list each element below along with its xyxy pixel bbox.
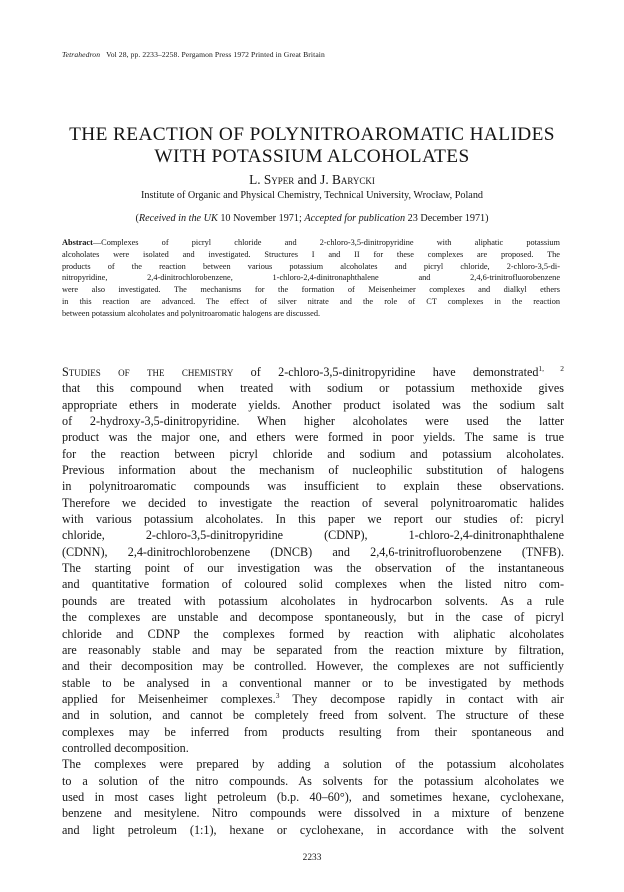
accepted-date: 23 December 1971) — [405, 213, 489, 224]
abstract-line: were also investigated. The mechanisms for the formation of Meisenheimer complexes and dialkyl ethers — [62, 285, 560, 294]
body-line: and light petroleum (1:1), hexane or cyclohexane, in accordance with the solvent — [62, 822, 564, 837]
body-line: to a solution of the nitro compounds. As solvents for the potassium alcoholates we — [62, 773, 564, 788]
reference-superscript: 3 — [275, 690, 280, 700]
author-2-surname: Barycki — [331, 172, 375, 187]
body-line: benzene and mesitylene. Nitro compounds were dissolved in a mixture of benzene — [62, 806, 564, 821]
abstract-line: alcoholates were isolated and investigated. Structures I and II for these complexes are proposed. The — [62, 249, 560, 259]
reference-superscript: 1, 2 — [538, 364, 564, 373]
author-joiner: and J. — [294, 172, 332, 187]
body-line: pounds are treated with potassium alcoholates in hydrocarbon solvents. As a rule — [62, 593, 564, 608]
abstract-line: between potassium alcoholates and polynitroaromatic halogens are discussed. — [62, 308, 321, 318]
body-line: in polynitroaromatic compounds was insufficient to explain these observations. — [62, 479, 564, 494]
body-line: The starting point of our investigation was the observation of the instantaneous — [62, 561, 564, 576]
running-head — [62, 50, 325, 59]
received-date: 10 November 1971; — [217, 213, 305, 224]
abstract-line: products of the reaction between various potassium alcoholates and picryl chloride, 2-chloro-3,5-di- — [62, 261, 560, 271]
body-line: that this compound when treated with sodium or potassium methoxide gives — [62, 381, 564, 396]
lead-smallcaps: Studies of the chemistry — [62, 365, 234, 379]
abstract-line: Abstract—Complexes of picryl chloride and 2-chloro-3,5-dinitropyridine with aliphatic potassium — [62, 238, 560, 247]
body-line: and quantitative formation of coloured solid complexes when the listed nitro com- — [62, 577, 564, 592]
body-line: appropriate ethers in moderate yields. Another product isolated was the sodium salt — [62, 397, 564, 412]
body-line: The complexes were prepared by adding a solution of the potassium alcoholates — [62, 757, 564, 772]
received-dates — [40, 213, 584, 224]
abstract-line: nitropyridine, 2,4-dinitrochlorobenzene, 1-chloro-2,4-dinitronaphthalene and 2,4,6-trinitrofluorobenzene — [62, 273, 560, 283]
body-line: chloride, 2-chloro-3,5-dinitropyridine (CDNP), 1-chloro-2,4-dinitronaphthalene — [62, 528, 564, 543]
body-line: for the reaction between picryl chloride and sodium and potassium alcoholates. — [62, 446, 564, 461]
article-title — [40, 124, 584, 168]
body-line: the complexes are unstable and decompose spontaneously, but in the case of picryl — [62, 610, 564, 625]
body-line: chloride and CDNP the complexes formed by reaction with aliphatic alcoholates — [62, 626, 564, 641]
abstract-label: Abstract — [62, 238, 93, 247]
abstract-line: in this reaction are advanced. The effect of silver nitrate and the role of CT complexes in the reaction — [62, 296, 560, 306]
title-line-2: WITH POTASSIUM ALCOHOLATES — [154, 146, 470, 167]
body-line: product was the major one, and ethers were formed in poor yields. The same is true — [62, 430, 564, 445]
author-1-surname: Syper — [263, 172, 295, 187]
abstract — [62, 237, 560, 319]
page-number: 2233 — [302, 853, 322, 863]
body-line: and their decomposition may be controlled. However, the complexes are not sufficiently — [62, 659, 564, 674]
title-line-1: THE REACTION OF POLYNITROAROMATIC HALIDES — [69, 124, 555, 145]
body-line: are reasonably stable and may be separated from the reaction mixture by filtration, — [62, 642, 564, 657]
body-text — [62, 364, 564, 838]
body-line: controlled decomposition. — [62, 740, 189, 755]
body-line: Studies of the chemistry of 2-chloro-3,5-dinitropyridine have demonstrated$^{1, 2}$ — [62, 364, 564, 379]
body-line: (CDNN), 2,4-dinitrochlorobenzene (DNCB) and 2,4,6-trinitrofluorobenzene (TNFB). — [62, 544, 564, 559]
body-line: with various potassium alcoholates. In this paper we report our studies of: picryl — [62, 512, 564, 527]
citation-info: Vol 28, pp. 2233–2258. Pergamon Press 1972 Printed in Great Britain — [106, 50, 325, 59]
body-line: and in solution, and cannot be completely freed from solvent. The structure of these — [62, 708, 564, 723]
accepted-label: Accepted for publication — [304, 213, 406, 224]
received-label: Received in the UK — [138, 213, 218, 224]
received-open-paren: ( — [135, 213, 139, 224]
body-line: Previous information about the mechanism of nucleophilic substitution of halogens — [62, 463, 564, 478]
body-line: applied for Meisenheimer complexes.$^3$ They decompose rapidly in contact with air — [62, 690, 564, 706]
body-line: used in most cases light petroleum (b.p. 40–60°), and sometimes hexane, cyclohexane, — [62, 789, 564, 804]
author-1-initial: L. — [249, 172, 264, 187]
author-line — [40, 172, 584, 188]
affiliation: Institute of Organic and Physical Chemistry, Technical University, Wrocław, Poland — [140, 190, 484, 201]
body-line: Therefore we decided to investigate the reaction of several polynitroaromatic halides — [62, 495, 564, 510]
journal-name: Tetrahedron — [62, 50, 101, 59]
body-line: of 2-hydroxy-3,5-dinitropyridine. When higher alcoholates were used the latter — [62, 414, 564, 429]
body-line: stable to be analysed in a conventional manner or to be investigated by methods — [62, 675, 564, 690]
body-line: complexes may be inferred from products resulting from their spontaneous and — [62, 724, 564, 739]
